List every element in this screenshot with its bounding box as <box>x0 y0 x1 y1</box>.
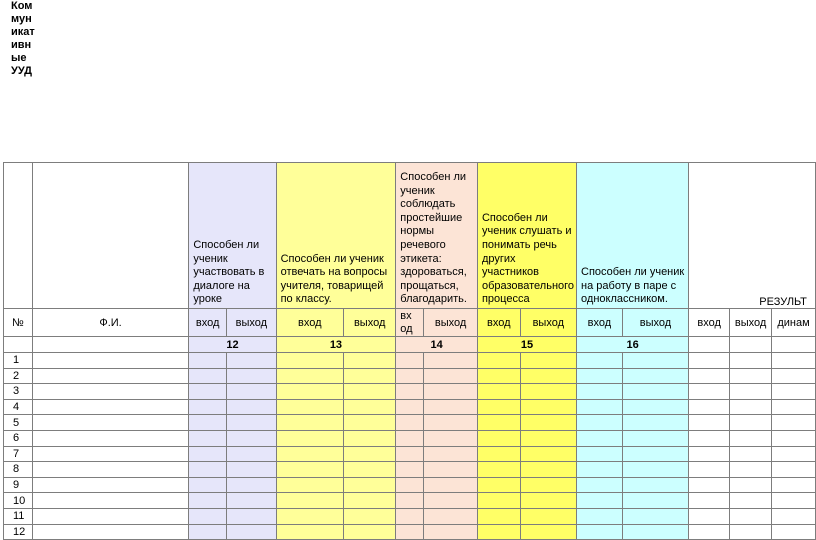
score-cell[interactable] <box>520 368 576 384</box>
score-cell[interactable] <box>396 508 424 524</box>
score-cell[interactable] <box>344 399 396 415</box>
score-cell[interactable] <box>227 399 277 415</box>
score-cell[interactable] <box>344 353 396 369</box>
criterion-12-number: 12 <box>189 337 276 353</box>
score-cell[interactable] <box>276 524 343 540</box>
row-number: 7 <box>4 446 33 462</box>
score-cell[interactable] <box>520 415 576 431</box>
score-cell[interactable] <box>189 368 227 384</box>
score-cell[interactable] <box>477 477 520 493</box>
criterion-13-number: 13 <box>276 337 396 353</box>
exit-header: выход <box>622 309 689 337</box>
score-cell[interactable] <box>520 524 576 540</box>
score-cell[interactable] <box>424 430 478 446</box>
score-cell[interactable] <box>227 462 277 478</box>
student-name-cell[interactable] <box>32 446 189 462</box>
score-cell[interactable] <box>424 493 478 509</box>
entry-header: вх од <box>396 309 424 337</box>
score-cell[interactable] <box>424 384 478 400</box>
score-cell[interactable] <box>520 353 576 369</box>
score-cell[interactable] <box>730 353 772 369</box>
score-cell[interactable] <box>772 477 816 493</box>
monitoring-table <box>3 162 816 540</box>
student-name-cell[interactable] <box>32 493 189 509</box>
score-cell[interactable] <box>396 368 424 384</box>
criterion-15-text: Способен ли ученик слушать и понимать речь других участников образовательного процесса <box>477 163 576 309</box>
score-cell[interactable] <box>396 493 424 509</box>
row-number: 6 <box>4 430 33 446</box>
dynamics-header: динам <box>772 309 816 337</box>
blank-cell <box>32 337 189 353</box>
score-cell[interactable] <box>276 368 343 384</box>
student-name-cell[interactable] <box>32 508 189 524</box>
score-cell[interactable] <box>227 368 277 384</box>
score-cell[interactable] <box>772 368 816 384</box>
score-cell[interactable] <box>344 368 396 384</box>
score-cell[interactable] <box>772 430 816 446</box>
score-cell[interactable] <box>772 384 816 400</box>
score-cell[interactable] <box>730 446 772 462</box>
score-cell[interactable] <box>344 493 396 509</box>
score-cell[interactable] <box>276 446 343 462</box>
student-name-cell[interactable] <box>32 415 189 431</box>
criteria-row <box>4 163 816 309</box>
score-cell[interactable] <box>344 508 396 524</box>
row-number: 1 <box>4 353 33 369</box>
row-number: 10 <box>4 493 33 509</box>
score-cell[interactable] <box>622 368 689 384</box>
score-cell[interactable] <box>622 524 689 540</box>
score-cell[interactable] <box>227 477 277 493</box>
table-row <box>4 524 816 540</box>
fio-header: Ф.И. <box>32 309 189 337</box>
score-cell[interactable] <box>189 477 227 493</box>
score-cell[interactable] <box>772 462 816 478</box>
entry-header: вход <box>577 309 623 337</box>
score-cell[interactable] <box>520 462 576 478</box>
score-cell[interactable] <box>227 524 277 540</box>
score-cell[interactable] <box>689 430 730 446</box>
score-cell[interactable] <box>577 462 623 478</box>
score-cell[interactable] <box>577 353 623 369</box>
score-cell[interactable] <box>577 384 623 400</box>
table-row <box>4 353 816 369</box>
score-cell[interactable] <box>344 524 396 540</box>
results-label: РЕЗУЛЬТ <box>689 163 816 309</box>
score-cell[interactable] <box>730 524 772 540</box>
row-number: 3 <box>4 384 33 400</box>
score-cell[interactable] <box>730 368 772 384</box>
score-cell[interactable] <box>477 384 520 400</box>
score-cell[interactable] <box>189 353 227 369</box>
score-cell[interactable] <box>477 353 520 369</box>
score-cell[interactable] <box>730 462 772 478</box>
table-row <box>4 384 816 400</box>
no-header: № <box>4 309 33 337</box>
score-cell[interactable] <box>477 493 520 509</box>
no-header-cell <box>4 163 33 309</box>
score-cell[interactable] <box>689 384 730 400</box>
score-cell[interactable] <box>689 399 730 415</box>
score-cell[interactable] <box>276 508 343 524</box>
score-cell[interactable] <box>622 430 689 446</box>
score-cell[interactable] <box>520 430 576 446</box>
score-cell[interactable] <box>520 493 576 509</box>
student-name-cell[interactable] <box>32 477 189 493</box>
score-cell[interactable] <box>276 399 343 415</box>
criterion-16-number: 16 <box>577 337 689 353</box>
score-cell[interactable] <box>189 446 227 462</box>
score-cell[interactable] <box>730 508 772 524</box>
score-cell[interactable] <box>622 477 689 493</box>
score-cell[interactable] <box>477 524 520 540</box>
table-row <box>4 399 816 415</box>
exit-header: выход <box>424 309 478 337</box>
score-cell[interactable] <box>276 353 343 369</box>
row-number: 4 <box>4 399 33 415</box>
score-cell[interactable] <box>227 508 277 524</box>
row-number: 11 <box>4 508 33 524</box>
score-cell[interactable] <box>622 493 689 509</box>
score-cell[interactable] <box>477 415 520 431</box>
blank-cell <box>4 337 33 353</box>
score-cell[interactable] <box>396 446 424 462</box>
score-cell[interactable] <box>520 384 576 400</box>
score-cell[interactable] <box>622 415 689 431</box>
table-row <box>4 477 816 493</box>
score-cell[interactable] <box>772 508 816 524</box>
student-name-cell[interactable] <box>32 430 189 446</box>
score-cell[interactable] <box>622 399 689 415</box>
score-cell[interactable] <box>730 384 772 400</box>
score-cell[interactable] <box>689 368 730 384</box>
table-row <box>4 493 816 509</box>
student-rows <box>4 353 816 540</box>
score-cell[interactable] <box>577 415 623 431</box>
score-cell[interactable] <box>189 508 227 524</box>
score-cell[interactable] <box>622 384 689 400</box>
criterion-number-row <box>4 337 816 353</box>
score-cell[interactable] <box>396 462 424 478</box>
subheader-row <box>4 309 816 337</box>
score-cell[interactable] <box>772 446 816 462</box>
score-cell[interactable] <box>622 353 689 369</box>
exit-header: выход <box>730 309 772 337</box>
criterion-13-text: Способен ли ученик отвечать на вопросы учителя, товарищей по классу. <box>276 163 396 309</box>
score-cell[interactable] <box>577 368 623 384</box>
score-cell[interactable] <box>344 462 396 478</box>
student-name-cell[interactable] <box>32 399 189 415</box>
score-cell[interactable] <box>730 493 772 509</box>
score-cell[interactable] <box>189 524 227 540</box>
score-cell[interactable] <box>477 462 520 478</box>
criterion-14-number: 14 <box>396 337 478 353</box>
exit-header: выход <box>227 309 277 337</box>
score-cell[interactable] <box>344 430 396 446</box>
student-name-cell[interactable] <box>32 353 189 369</box>
score-cell[interactable] <box>344 446 396 462</box>
score-cell[interactable] <box>396 430 424 446</box>
score-cell[interactable] <box>276 493 343 509</box>
score-cell[interactable] <box>772 399 816 415</box>
score-cell[interactable] <box>689 462 730 478</box>
score-cell[interactable] <box>344 477 396 493</box>
table-row <box>4 508 816 524</box>
score-cell[interactable] <box>689 477 730 493</box>
row-number: 12 <box>4 524 33 540</box>
score-cell[interactable] <box>424 462 478 478</box>
score-cell[interactable] <box>477 368 520 384</box>
score-cell[interactable] <box>227 384 277 400</box>
score-cell[interactable] <box>622 508 689 524</box>
score-cell[interactable] <box>424 368 478 384</box>
score-cell[interactable] <box>622 462 689 478</box>
score-cell[interactable] <box>276 462 343 478</box>
score-cell[interactable] <box>189 399 227 415</box>
score-cell[interactable] <box>189 462 227 478</box>
score-cell[interactable] <box>477 430 520 446</box>
score-cell[interactable] <box>689 353 730 369</box>
score-cell[interactable] <box>276 430 343 446</box>
row-number: 9 <box>4 477 33 493</box>
score-cell[interactable] <box>424 353 478 369</box>
score-cell[interactable] <box>577 430 623 446</box>
score-cell[interactable] <box>577 477 623 493</box>
score-cell[interactable] <box>520 508 576 524</box>
score-cell[interactable] <box>477 399 520 415</box>
score-cell[interactable] <box>622 446 689 462</box>
score-cell[interactable] <box>189 430 227 446</box>
score-cell[interactable] <box>276 384 343 400</box>
student-name-cell[interactable] <box>32 462 189 478</box>
score-cell[interactable] <box>396 384 424 400</box>
score-cell[interactable] <box>424 446 478 462</box>
score-cell[interactable] <box>227 446 277 462</box>
score-cell[interactable] <box>730 399 772 415</box>
section-title: Коммуникативные УУД <box>11 0 35 77</box>
score-cell[interactable] <box>424 415 478 431</box>
score-cell[interactable] <box>227 353 277 369</box>
score-cell[interactable] <box>396 415 424 431</box>
score-cell[interactable] <box>689 493 730 509</box>
blank-cell <box>730 337 772 353</box>
table-row <box>4 462 816 478</box>
table-row <box>4 368 816 384</box>
row-number: 5 <box>4 415 33 431</box>
score-cell[interactable] <box>689 415 730 431</box>
criterion-15-number: 15 <box>477 337 576 353</box>
score-cell[interactable] <box>577 399 623 415</box>
table-row <box>4 415 816 431</box>
score-cell[interactable] <box>577 508 623 524</box>
score-cell[interactable] <box>730 477 772 493</box>
score-cell[interactable] <box>577 446 623 462</box>
criterion-12-text: Способен ли ученик участвовать в диалоге на уроке <box>189 163 276 309</box>
exit-header: выход <box>520 309 576 337</box>
score-cell[interactable] <box>396 477 424 493</box>
entry-header: вход <box>189 309 227 337</box>
score-cell[interactable] <box>276 415 343 431</box>
score-cell[interactable] <box>689 508 730 524</box>
score-cell[interactable] <box>424 508 478 524</box>
score-cell[interactable] <box>689 446 730 462</box>
score-cell[interactable] <box>689 524 730 540</box>
score-cell[interactable] <box>772 353 816 369</box>
score-cell[interactable] <box>227 415 277 431</box>
score-cell[interactable] <box>276 477 343 493</box>
entry-header: вход <box>276 309 343 337</box>
score-cell[interactable] <box>730 415 772 431</box>
score-cell[interactable] <box>424 524 478 540</box>
student-name-cell[interactable] <box>32 368 189 384</box>
student-name-cell[interactable] <box>32 524 189 540</box>
score-cell[interactable] <box>396 353 424 369</box>
score-cell[interactable] <box>477 446 520 462</box>
criterion-16-text: Способен ли ученик на работу в паре с одноклассником. <box>577 163 689 309</box>
student-name-cell[interactable] <box>32 384 189 400</box>
entry-header: вход <box>477 309 520 337</box>
row-number: 8 <box>4 462 33 478</box>
exit-header: выход <box>344 309 396 337</box>
score-cell[interactable] <box>344 415 396 431</box>
score-cell[interactable] <box>396 399 424 415</box>
row-number: 2 <box>4 368 33 384</box>
score-cell[interactable] <box>730 430 772 446</box>
score-cell[interactable] <box>577 524 623 540</box>
score-cell[interactable] <box>344 384 396 400</box>
score-cell[interactable] <box>477 508 520 524</box>
score-cell[interactable] <box>772 493 816 509</box>
table-row <box>4 446 816 462</box>
score-cell[interactable] <box>227 493 277 509</box>
score-cell[interactable] <box>424 477 478 493</box>
fio-header-cell <box>32 163 189 309</box>
score-cell[interactable] <box>189 493 227 509</box>
score-cell[interactable] <box>189 384 227 400</box>
score-cell[interactable] <box>396 524 424 540</box>
score-cell[interactable] <box>227 430 277 446</box>
score-cell[interactable] <box>424 399 478 415</box>
score-cell[interactable] <box>520 446 576 462</box>
score-cell[interactable] <box>772 524 816 540</box>
blank-cell <box>689 337 730 353</box>
blank-cell <box>772 337 816 353</box>
score-cell[interactable] <box>577 493 623 509</box>
criterion-14-text: Способен ли ученик соблюдать простейшие нормы речевого этикета: здороваться, прощаться, благодарить. <box>396 163 478 309</box>
score-cell[interactable] <box>189 415 227 431</box>
table-row <box>4 430 816 446</box>
entry-header: вход <box>689 309 730 337</box>
score-cell[interactable] <box>520 477 576 493</box>
score-cell[interactable] <box>772 415 816 431</box>
score-cell[interactable] <box>520 399 576 415</box>
